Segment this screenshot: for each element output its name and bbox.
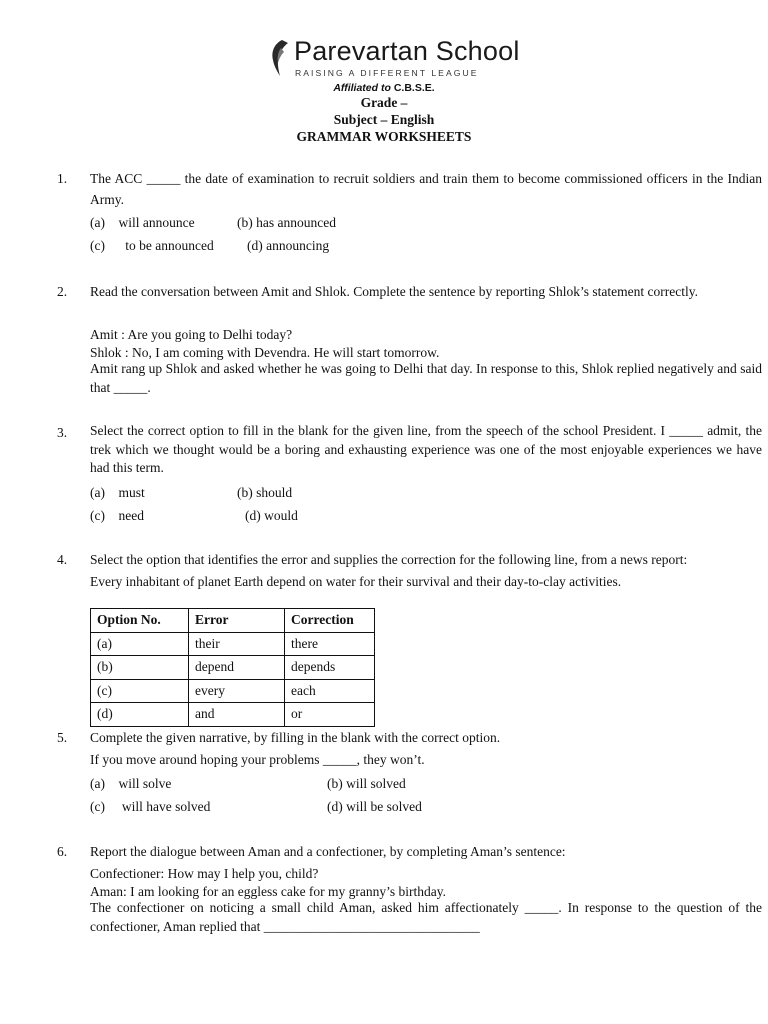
error-correction-table bbox=[90, 608, 375, 727]
table-cell: every bbox=[189, 679, 285, 703]
table-cell: and bbox=[189, 703, 285, 727]
option-b: (b) has announced bbox=[237, 215, 336, 230]
affiliation-board: C.B.S.E. bbox=[393, 82, 435, 94]
option-b: (b) will solved bbox=[327, 776, 406, 791]
table-header-row bbox=[91, 609, 375, 633]
table-cell: (b) bbox=[91, 656, 189, 680]
table-row bbox=[91, 703, 375, 727]
table-cell: there bbox=[285, 632, 375, 656]
option-a: (a) will solve bbox=[90, 776, 172, 791]
affiliation bbox=[0, 82, 768, 94]
option-a: (a) will announce bbox=[90, 215, 195, 230]
column-header: Correction bbox=[285, 609, 375, 633]
question-text: The ACC _____ the date of examination to recruit soldiers and train them to become commissioned officers in the Indian Army. bbox=[90, 171, 762, 207]
narrative-sentence: If you move around hoping your problems _____, they won’t. bbox=[90, 752, 425, 767]
school-tagline: RAISING A DIFFERENT LEAGUE bbox=[295, 68, 479, 78]
report-sentence: The confectioner on noticing a small child Aman, asked him affectionately _____. In response to the question of the confectioner, Aman replied that ________________________________ bbox=[90, 900, 762, 934]
question-number: 6. bbox=[57, 844, 68, 859]
table-row bbox=[91, 679, 375, 703]
dialogue-line-1: Amit : Are you going to Delhi today? bbox=[90, 327, 293, 342]
question-text: Report the dialogue between Aman and a confectioner, by completing Aman’s sentence: bbox=[90, 844, 566, 859]
question-text: Select the correct option to fill in the blank for the given line, from the speech of the school President. I _____ admit, the trek which we thought would be a boring and exhausting experience was one of the most enjoyable experiences we have had this term. bbox=[90, 423, 762, 475]
option-c: (c) need bbox=[90, 508, 144, 523]
grade-line: Grade – bbox=[360, 95, 408, 110]
dialogue-line-2: Aman: I am looking for an eggless cake for my granny’s birthday. bbox=[90, 884, 447, 899]
question-text: Complete the given narrative, by filling in the blank with the correct option. bbox=[90, 730, 501, 745]
option-b: (b) should bbox=[237, 485, 293, 500]
table-cell: each bbox=[285, 679, 375, 703]
affiliation-prefix: Affiliated to bbox=[333, 82, 391, 94]
question-number: 1. bbox=[57, 171, 68, 186]
option-d: (d) would bbox=[245, 508, 298, 523]
table-cell: their bbox=[189, 632, 285, 656]
report-sentence: Amit rang up Shlok and asked whether he was going to Delhi that day. In response to this, Shlok replied negatively and said that _____. bbox=[90, 361, 762, 395]
table-cell: (a) bbox=[91, 632, 189, 656]
table-cell: depend bbox=[189, 656, 285, 680]
error-sentence: Every inhabitant of planet Earth depend on water for their survival and their day-to-clay activities. bbox=[90, 574, 622, 589]
question-number: 4. bbox=[57, 552, 68, 567]
table-cell: or bbox=[285, 703, 375, 727]
question-number: 5. bbox=[57, 730, 68, 745]
table-cell: (d) bbox=[91, 703, 189, 727]
question-number: 2. bbox=[57, 284, 68, 299]
subject-line: Subject – English bbox=[333, 112, 435, 127]
column-header: Option No. bbox=[91, 609, 189, 633]
school-emblem-icon bbox=[268, 38, 290, 78]
table-row bbox=[91, 656, 375, 680]
column-header: Error bbox=[189, 609, 285, 633]
table-cell: depends bbox=[285, 656, 375, 680]
table-cell: (c) bbox=[91, 679, 189, 703]
school-logo bbox=[268, 36, 520, 86]
dialogue-line-2: Shlok : No, I am coming with Devendra. He will start tomorrow. bbox=[90, 345, 440, 360]
school-name: Parevartan School bbox=[294, 36, 520, 66]
option-d: (d) announcing bbox=[247, 238, 330, 253]
worksheet-title: GRAMMAR WORKSHEETS bbox=[296, 129, 472, 144]
dialogue-line-1: Confectioner: How may I help you, child? bbox=[90, 866, 319, 881]
option-d: (d) will be solved bbox=[327, 799, 422, 814]
option-c: (c) will have solved bbox=[90, 799, 211, 814]
option-c: (c) to be announced bbox=[90, 238, 214, 253]
question-text: Read the conversation between Amit and Shlok. Complete the sentence by reporting Shlok’s statement correctly. bbox=[90, 284, 698, 299]
question-number: 3. bbox=[57, 425, 68, 440]
option-a: (a) must bbox=[90, 485, 145, 500]
table-row bbox=[91, 632, 375, 656]
question-text: Select the option that identifies the error and supplies the correction for the following line, from a news report: bbox=[90, 552, 688, 567]
